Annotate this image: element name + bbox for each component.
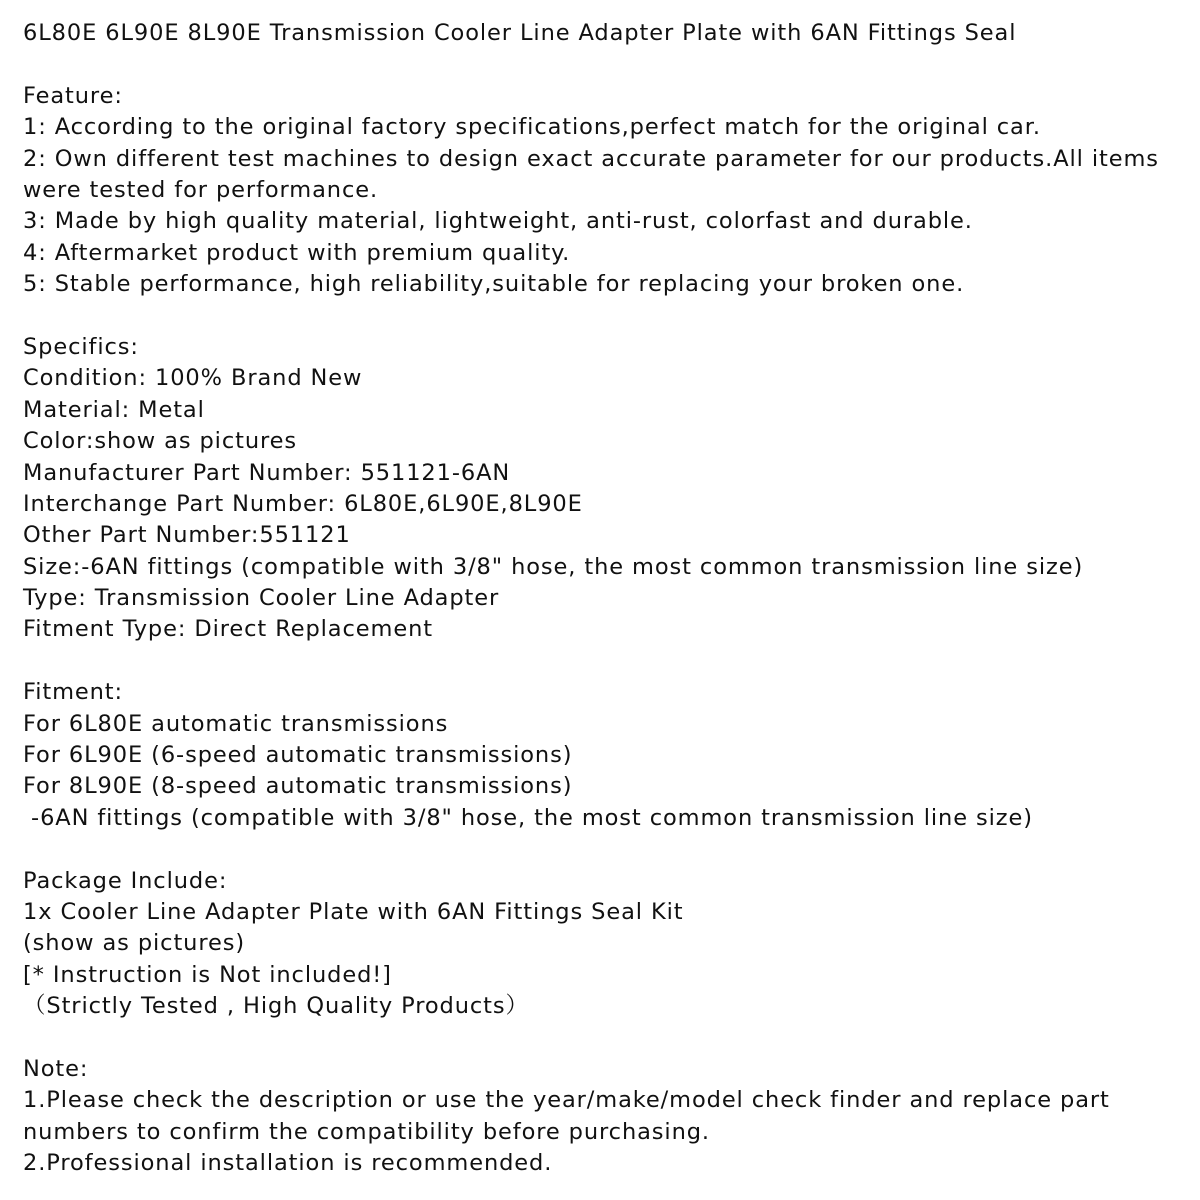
fitment-item: For 6L80E automatic transmissions [23, 710, 449, 737]
spec-fitment-type: Fitment Type: Direct Replacement [23, 616, 433, 643]
spacer [23, 646, 1200, 677]
fitment-heading: Fitment: [23, 679, 124, 706]
package-item: (show as pictures) [23, 930, 246, 957]
spec-color: Color:show as pictures [23, 428, 298, 455]
spec-condition: Condition: 100% Brand New [23, 365, 363, 392]
spec-interchange-part-number: Interchange Part Number: 6L80E,6L90E,8L90E [23, 490, 583, 517]
spacer [23, 1023, 1200, 1054]
spacer [23, 834, 1200, 865]
package-item: 1x Cooler Line Adapter Plate with 6AN Fittings Seal Kit [23, 898, 684, 925]
fitment-item: For 6L90E (6-speed automatic transmissions) [23, 742, 573, 769]
feature-item: 3: Made by high quality material, lightweight, anti-rust, colorfast and durable. [23, 208, 973, 235]
spec-material: Material: Metal [23, 396, 205, 423]
specifics-heading: Specifics: [23, 333, 139, 360]
spacer [23, 301, 1200, 332]
feature-item: 5: Stable performance, high reliability,suitable for replacing your broken one. [23, 271, 965, 298]
note-item: 2.Professional installation is recommended. [23, 1150, 553, 1177]
specifics-section [23, 332, 1200, 646]
package-item: （Strictly Tested , High Quality Products） [23, 993, 529, 1020]
package-item: [* Instruction is Not included!] [23, 961, 392, 988]
fitment-section [23, 677, 1200, 834]
feature-item: 4: Aftermarket product with premium quality. [23, 239, 571, 266]
package-heading: Package Include: [23, 867, 228, 894]
feature-section [23, 81, 1200, 301]
feature-heading: Feature: [23, 82, 123, 109]
spec-manufacturer-part-number: Manufacturer Part Number: 551121-6AN [23, 459, 511, 486]
note-heading: Note: [23, 1055, 89, 1082]
fitment-item: -6AN fittings (compatible with 3/8" hose, the most common transmission line size) [23, 804, 1033, 831]
spacer [23, 49, 1200, 80]
spec-size: Size:-6AN fittings (compatible with 3/8" hose, the most common transmission line size) [23, 553, 1084, 580]
product-title: 6L80E 6L90E 8L90E Transmission Cooler Line Adapter Plate with 6AN Fittings Seal [23, 20, 1017, 46]
spec-type: Type: Transmission Cooler Line Adapter [23, 585, 500, 612]
fitment-item: For 8L90E (8-speed automatic transmissions) [23, 773, 573, 800]
feature-item: 1: According to the original factory specifications,perfect match for the original car. [23, 114, 1041, 141]
feature-item: 2: Own different test machines to design exact accurate parameter for our products.All items were tested for performance. [23, 145, 1159, 203]
note-section [23, 1054, 1200, 1180]
package-section [23, 866, 1200, 1023]
spec-other-part-number: Other Part Number:551121 [23, 522, 351, 549]
note-item: 1.Please check the description or use the year/make/model check finder and replace part numbers to confirm the compatibility before purchasing. [23, 1087, 1110, 1145]
